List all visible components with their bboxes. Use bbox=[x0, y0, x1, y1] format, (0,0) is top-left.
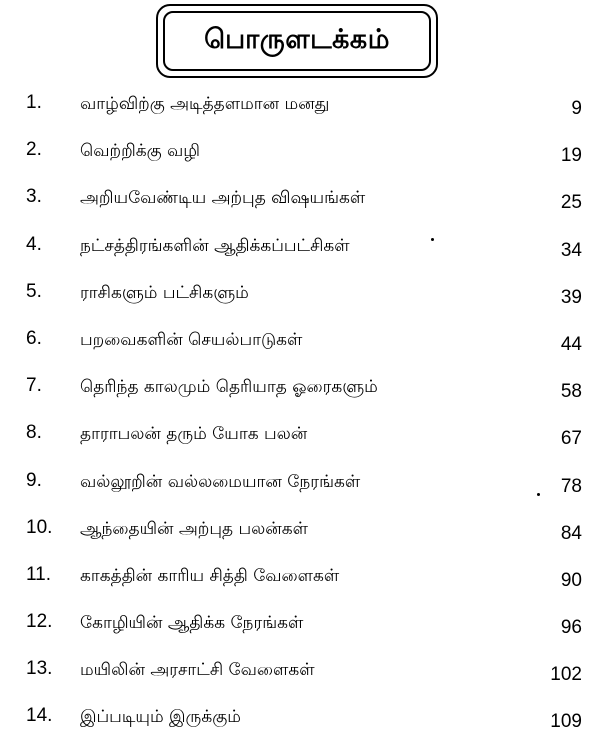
entry-page: 9 bbox=[571, 98, 582, 119]
entry-page: 84 bbox=[560, 522, 582, 544]
entry-title: காகத்தின் காரிய சித்தி வேளைகள் bbox=[80, 565, 340, 586]
entry-number: 2. bbox=[26, 139, 42, 161]
entry-title: கோழியின் ஆதிக்க நேரங்கள் bbox=[80, 613, 304, 634]
toc-row bbox=[0, 701, 600, 748]
entry-page: 19 bbox=[560, 145, 582, 167]
entry-page: 96 bbox=[560, 617, 582, 639]
entry-title: நட்சத்திரங்களின் ஆதிக்கப்பட்சிகள் bbox=[80, 235, 350, 256]
entry-number: 8. bbox=[26, 422, 42, 444]
entry-number: 12. bbox=[26, 611, 53, 633]
toc-row bbox=[0, 182, 600, 229]
toc-row bbox=[0, 371, 600, 418]
entry-title: வல்லூறின் வல்லமையான நேரங்கள் bbox=[80, 471, 361, 492]
toc-row bbox=[0, 466, 600, 513]
print-speck bbox=[537, 493, 540, 496]
entry-page: 90 bbox=[560, 569, 582, 591]
entry-page: 39 bbox=[560, 286, 582, 308]
toc-row bbox=[0, 560, 600, 607]
entry-number: 4. bbox=[26, 233, 42, 255]
toc-row bbox=[0, 88, 600, 135]
entry-page: 25 bbox=[560, 192, 582, 214]
toc-row bbox=[0, 418, 600, 465]
entry-number: 9. bbox=[26, 469, 42, 491]
entry-number: 10. bbox=[26, 516, 53, 538]
entry-page: 34 bbox=[560, 239, 582, 261]
entry-page: 44 bbox=[560, 333, 582, 355]
toc-row bbox=[0, 230, 600, 277]
print-speck bbox=[431, 238, 434, 241]
toc-row bbox=[0, 277, 600, 324]
entry-title: தாராபலன் தரும் யோக பலன் bbox=[80, 424, 308, 445]
title-inner-border bbox=[163, 11, 431, 71]
entry-page: 67 bbox=[560, 428, 582, 450]
entry-number: 14. bbox=[26, 705, 53, 727]
entry-title: மயிலின் அரசாட்சி வேளைகள் bbox=[80, 660, 315, 681]
entry-page: 58 bbox=[560, 381, 582, 403]
entry-title: பறவைகளின் செயல்பாடுகள் bbox=[80, 329, 303, 350]
entry-number: 13. bbox=[26, 658, 53, 680]
page-title: பொருளடக்கம் bbox=[204, 23, 390, 55]
entry-number: 5. bbox=[26, 280, 42, 302]
entry-page: 102 bbox=[550, 664, 582, 686]
entry-title: வெற்றிக்கு வழி bbox=[80, 141, 200, 162]
table-of-contents bbox=[0, 88, 600, 749]
toc-row bbox=[0, 324, 600, 371]
entry-number: 6. bbox=[26, 327, 42, 349]
entry-title: தெரிந்த காலமும் தெரியாத ஓரைகளும் bbox=[80, 377, 378, 398]
toc-row bbox=[0, 607, 600, 654]
entry-title: அறியவேண்டிய அற்புத விஷயங்கள் bbox=[80, 188, 366, 209]
entry-page: 109 bbox=[550, 711, 582, 733]
entry-page: 78 bbox=[560, 475, 582, 497]
entry-title: வாழ்விற்கு அடித்தளமான மனது bbox=[80, 94, 330, 114]
entry-number: 1. bbox=[26, 92, 42, 113]
title-frame bbox=[156, 4, 438, 78]
toc-row bbox=[0, 513, 600, 560]
entry-title: ஆந்தையின் அற்புத பலன்கள் bbox=[80, 518, 308, 539]
toc-row bbox=[0, 654, 600, 701]
entry-number: 3. bbox=[26, 186, 42, 208]
entry-title: இப்படியும் இருக்கும் bbox=[80, 707, 241, 728]
entry-number: 7. bbox=[26, 375, 42, 397]
toc-row bbox=[0, 135, 600, 182]
entry-number: 11. bbox=[26, 563, 52, 585]
entry-title: ராசிகளும் பட்சிகளும் bbox=[80, 282, 249, 303]
